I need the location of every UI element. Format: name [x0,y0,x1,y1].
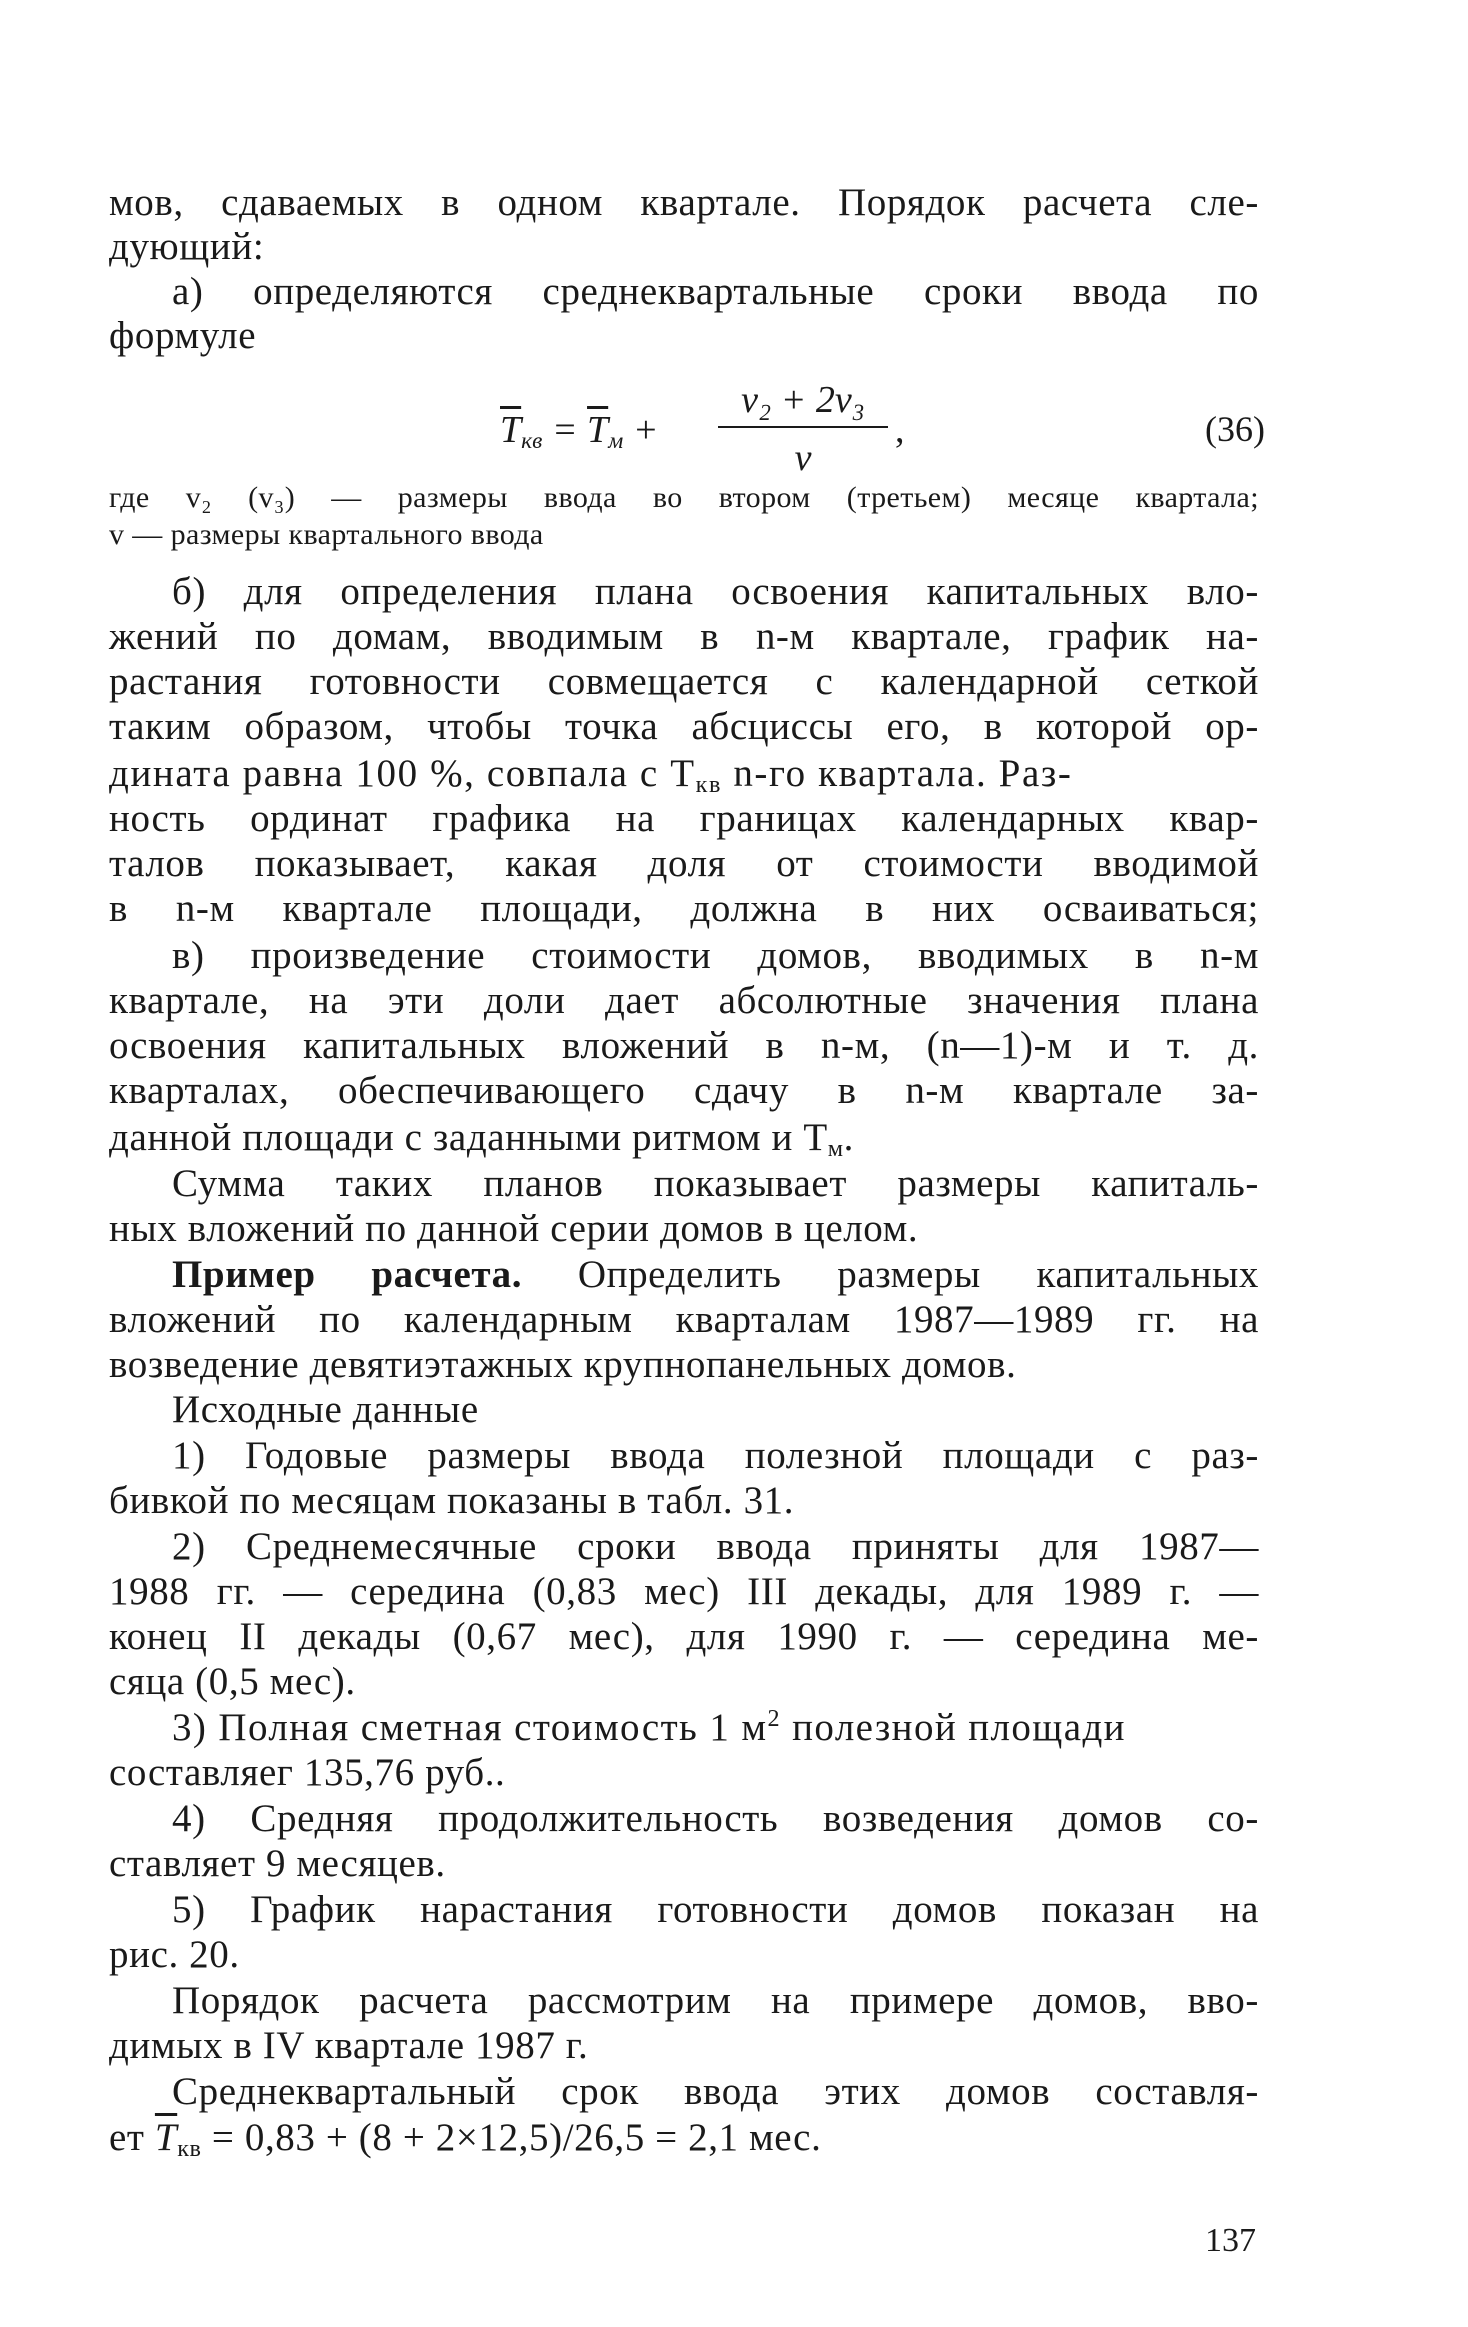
list-item-line: 2) Среднемесячные сроки ввода приняты для 1987— [172,1525,1259,1568]
text-line: а) определяются среднеквартальные сроки ввода по [172,270,1259,313]
text-line: жений по домам, вводимым в n-м квартале, график на- [109,615,1259,658]
formula-comma: , [895,409,905,451]
list-item-line: бивкой по месяцам показаны в табл. 31. [109,1479,795,1522]
text-line: квартале, на эти доли дает абсолютные значения плана [109,979,1259,1022]
text-line: возведение девятиэтажных крупнопанельных домов. [109,1343,1017,1386]
where-line: где v₂ (v₃) — размеры ввода во втором (третьем) месяце квартала; [109,481,1259,514]
formula-denominator: v [794,437,812,479]
text-line: освоения капитальных вложений в n-м, (n—1)-м и т. д. [109,1024,1259,1067]
example-heading: Пример расчета. [172,1253,523,1296]
text-line: ность ординат графика на границах календарных квар- [109,797,1259,840]
text-line: растания готовности совмещается с календарной сеткой [109,660,1259,703]
text-line-with-formula: ет $\overline{T}_{кв} = 0,83 + (8 + 2\times 12,5)/26,5 = 2,1$ мес. [109,2116,822,2162]
text-line: Среднеквартальный срок ввода этих домов составля- [172,2070,1259,2113]
text-line: Порядок расчета рассмотрим на примере домов, вво- [172,1979,1259,2022]
page-number: 137 [1205,2222,1256,2259]
text-line: Сумма таких планов показывает размеры капиталь- [172,1162,1259,1205]
text-line: в n-м квартале площади, должна в них осваиваться; [109,887,1259,930]
text-line: талов показывает, какая доля от стоимости вводимой [109,842,1259,885]
fraction-bar [718,426,888,428]
list-item-line: 5) График нарастания готовности домов показан на [172,1888,1259,1931]
text-line: ных вложений по данной серии домов в целом. [109,1207,919,1250]
text-line: таким образом, чтобы точка абсциссы его, в которой ор- [109,705,1259,748]
formula-fraction [718,378,888,480]
section-heading: Исходные данные [172,1388,479,1431]
list-item-line: ставляет 9 месяцев. [109,1842,446,1885]
list-item-line: 4) Средняя продолжительность возведения домов со- [172,1797,1259,1840]
where-line: v — размеры квартального ввода [109,518,544,551]
list-item-line: сяца (0,5 мес). [109,1660,356,1703]
text-line: в) произведение стоимости домов, вводимых в n-м [172,934,1259,977]
formula-numerator: v₂ + 2v₃ [741,379,865,421]
list-item-line: конец II декады (0,67 мес), для 1990 г. — середина ме- [109,1615,1259,1658]
text-line-with-symbol: данной площади с заданными ритмом и $T_м$. [109,1116,855,1162]
formula-36 [500,378,1120,488]
equation-number: (36) [1205,409,1265,449]
text-line: вложений по календарным кварталам 1987—1989 гг. на [109,1298,1259,1341]
example-line: Пример расчета. Определить размеры капитальных [172,1253,1260,1296]
text-line: б) для определения плана освоения капитальных вло- [172,570,1259,613]
text-line-with-symbol: дината равна 100 %, совпала с $T_{кв}$ n-го квартала. Раз- [109,752,1073,798]
list-item-line: 3) Полная сметная стоимость 1 $м^2$ полезной площади [172,1705,1126,1749]
text-line: димых в IV квартале 1987 г. [109,2024,589,2067]
list-item-line: 1) Годовые размеры ввода полезной площади с раз- [172,1434,1259,1477]
list-item-line: 1988 гг. — середина (0,83 мес) III декады, для 1989 г. — [109,1570,1259,1613]
text-line: мов, сдаваемых в одном квартале. Порядок расчета сле- [109,181,1259,224]
text-line: формуле [109,314,257,357]
list-item-line: рис. 20. [109,1933,240,1976]
list-item-line: составляег 135,76 руб.. [109,1751,506,1794]
formula-left-side: $\overline{T}_{кв} = \overline{T}_м$ + [500,409,659,454]
text-line: дующий: [109,225,265,268]
text-line: кварталах, обеспечивающего сдачу в n-м квартале за- [109,1069,1259,1112]
